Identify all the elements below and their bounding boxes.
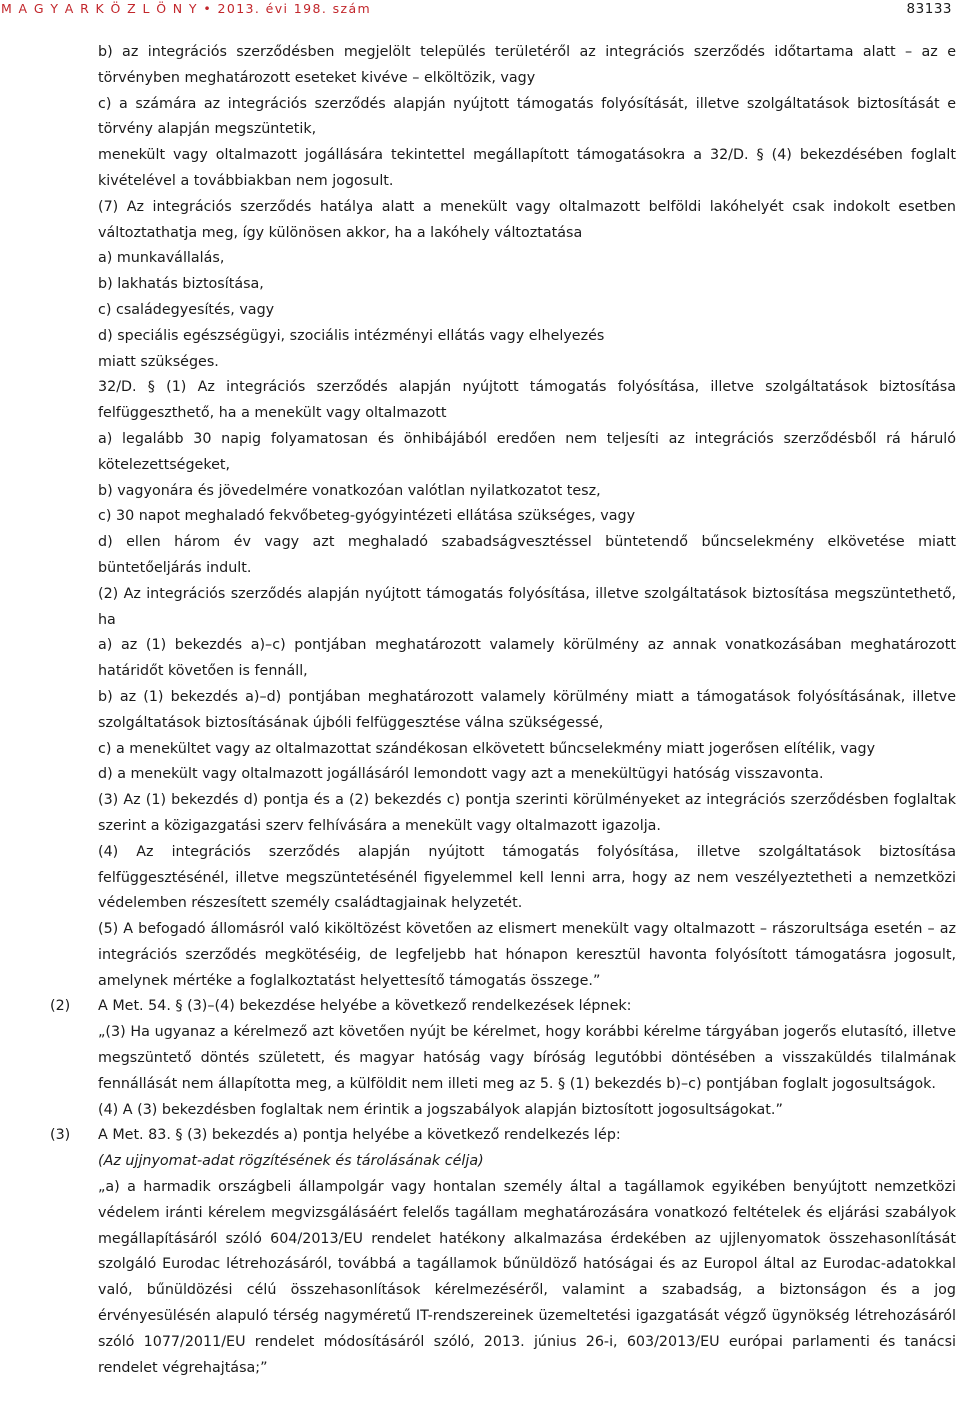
page-number: 83133 [906,1,952,17]
paragraph: menekült vagy oltalmazott jogállására tekintettel megállapított támogatásokra a 32/D. § (4) bekezdésében foglalt kivételével a továbbiakban nem jogosult. [98,147,956,189]
section-intro: A Met. 83. § (3) bekezdés a) pontja helyébe a következő rendelkezés lép: [98,1127,621,1144]
paragraph: miatt szükséges. [98,353,219,370]
paragraph: a) munkavállalás, [98,250,225,267]
paragraph: (3) Az (1) bekezdés d) pontja és a (2) bekezdés c) pontja szerinti körülményeket az integrációs szerződésben foglaltak szerint a közigazgatási szerv felhívására a menekült vagy oltalmazott igazolja. [98,792,956,834]
paragraph: b) az integrációs szerződésben megjelölt település területéről az integrációs szerződés időtartama alatt – az e törvényben meghatározott eseteket kivéve – elköltözik, vagy [98,44,956,86]
section-2 [50,994,956,1020]
quoted-paragraph: „(3) Ha ugyanaz a kérelmező azt követően nyújt be kérelmet, hogy korábbi kérelme tárgyában jogerős elutasító, illetve megszüntető döntés született, és magyar hatóság vagy bíróság legutóbbi döntésében a visszaküldés tilalmának fennállását nem állapította meg, a külföldit nem illeti meg az 5. § (1) bekezdés b)–c) pontjában foglalt jogosultságok. [98,1024,956,1092]
italic-heading: (Az ujjnyomat-adat rögzítésének és tárolásának célja) [98,1153,484,1170]
section-intro: A Met. 54. § (3)–(4) bekezdése helyébe a következő rendelkezések lépnek: [98,998,632,1015]
paragraph: (4) Az integrációs szerződés alapján nyújtott támogatás folyósítása, illetve szolgáltatások biztosítása felfüggesztésénél, illetve megszüntetésénél figyelemmel kell lenni arra, hogy az nem veszélyeztetheti a nemzetközi védelemben részesített személy családtagjainak helyzetét. [98,843,956,912]
section-number: (3) [50,1127,71,1144]
paragraph: 32/D. § (1) Az integrációs szerződés alapján nyújtott támogatás folyósítása, illetve szolgáltatások biztosítása felfüggeszthető, ha a menekült vagy oltalmazott [98,379,956,422]
section-number: (2) [50,998,71,1015]
paragraph: b) vagyonára és jövedelmére vonatkozóan valótlan nyilatkozatot tesz, [98,482,601,499]
paragraph: c) családegyesítés, vagy [98,301,275,318]
quoted-paragraph: (4) A (3) bekezdésben foglaltak nem érintik a jogszabályok alapján biztosított jogosultságokat.” [98,1101,783,1118]
section-3 [50,1123,956,1149]
journal-title: M A G Y A R K Ö Z L Ö N Y • 2013. évi 198. szám [1,1,372,16]
paragraph: b) az (1) bekezdés a)–d) pontjában meghatározott valamely körülmény miatt a támogatások folyósításának, illetve szolgáltatások biztosításának újbóli felfüggesztése válna szükségessé, [98,688,956,731]
paragraph: (7) Az integrációs szerződés hatálya alatt a menekült vagy oltalmazott belföldi lakóhelyét csak indokolt esetben változtathatja meg, így különösen akkor, ha a lakóhely változtatása [98,198,956,241]
paragraph: a) az (1) bekezdés a)–c) pontjában meghatározott valamely körülmény az annak vonatkozásában meghatározott határidőt követően is fennáll, [98,637,956,680]
paragraph: (5) A befogadó állomásról való kiköltözést követően az elismert menekült vagy oltalmazott – rászorultsága esetén – az integrációs szerződés megkötéséig, de legfeljebb hat hónapon keresztül havonta folyósított támogatásra jogosult, amelynek mértéke a foglalkoztatást helyettesítő támogatás összege.” [98,921,956,989]
paragraph: d) ellen három év vagy azt meghaladó szabadságvesztéssel büntetendő bűncselekmény elkövetése miatt büntetőeljárás indult. [98,534,956,576]
paragraph: a) legalább 30 napig folyamatosan és önhibájából eredően nem teljesíti az integrációs szerződésből rá háruló kötelezettségeket, [98,430,956,473]
document-body [50,40,956,1381]
paragraph: b) lakhatás biztosítása, [98,276,264,293]
paragraph: (2) Az integrációs szerződés alapján nyújtott támogatás folyósítása, illetve szolgáltatások biztosítása megszüntethető, ha [98,585,956,628]
quoted-paragraph: „a) a harmadik országbeli állampolgár vagy hontalan személy által a tagállamok egyikében benyújtott nemzetközi védelem iránti kérelem megvizsgálásáért felelős tagállam meghatározására vonatkozó feltételek és eljárási szabályok megállapításáról szóló 604/2013/EU rendelet hatékony alkalmazása érdekében az ujjlenyomatok összehasonlítását szolgáló Eurodac létrehozásáról, továbbá a tagállamok bűnüldöző hatóságai és az Europol által az Eurodac-adatokkal való, bűnüldözési célú összehasonlítások kérelmezéséről, valamint a szabadság, a biztonságon és a jog érvényesülésén alapuló térség nagyméretű IT-rendszereinek üzemeltetési igazgatását végző ügynökség létrehozásáról szóló 1077/2011/EU rendelet módosításáról szóló, 2013. június 26-i, 603/2013/EU európai parlamenti és tanácsi rendelet végrehajtása;” [98,1179,956,1376]
paragraph: c) a számára az integrációs szerződés alapján nyújtott támogatás folyósítását, illetve szolgáltatások biztosítását e törvény alapján megszüntetik, [98,95,956,138]
page-header [0,0,956,20]
paragraph: c) 30 napot meghaladó fekvőbeteg-gyógyintézeti ellátása szükséges, vagy [98,508,636,525]
paragraph: d) speciális egészségügyi, szociális intézményi ellátás vagy elhelyezés [98,327,605,344]
paragraph: c) a menekültet vagy az oltalmazottat szándékosan elkövetett bűncselekmény miatt jogerősen elítélik, vagy [98,740,876,757]
paragraph: d) a menekült vagy oltalmazott jogállásáról lemondott vagy azt a menekültügyi hatóság visszavonta. [98,766,824,783]
